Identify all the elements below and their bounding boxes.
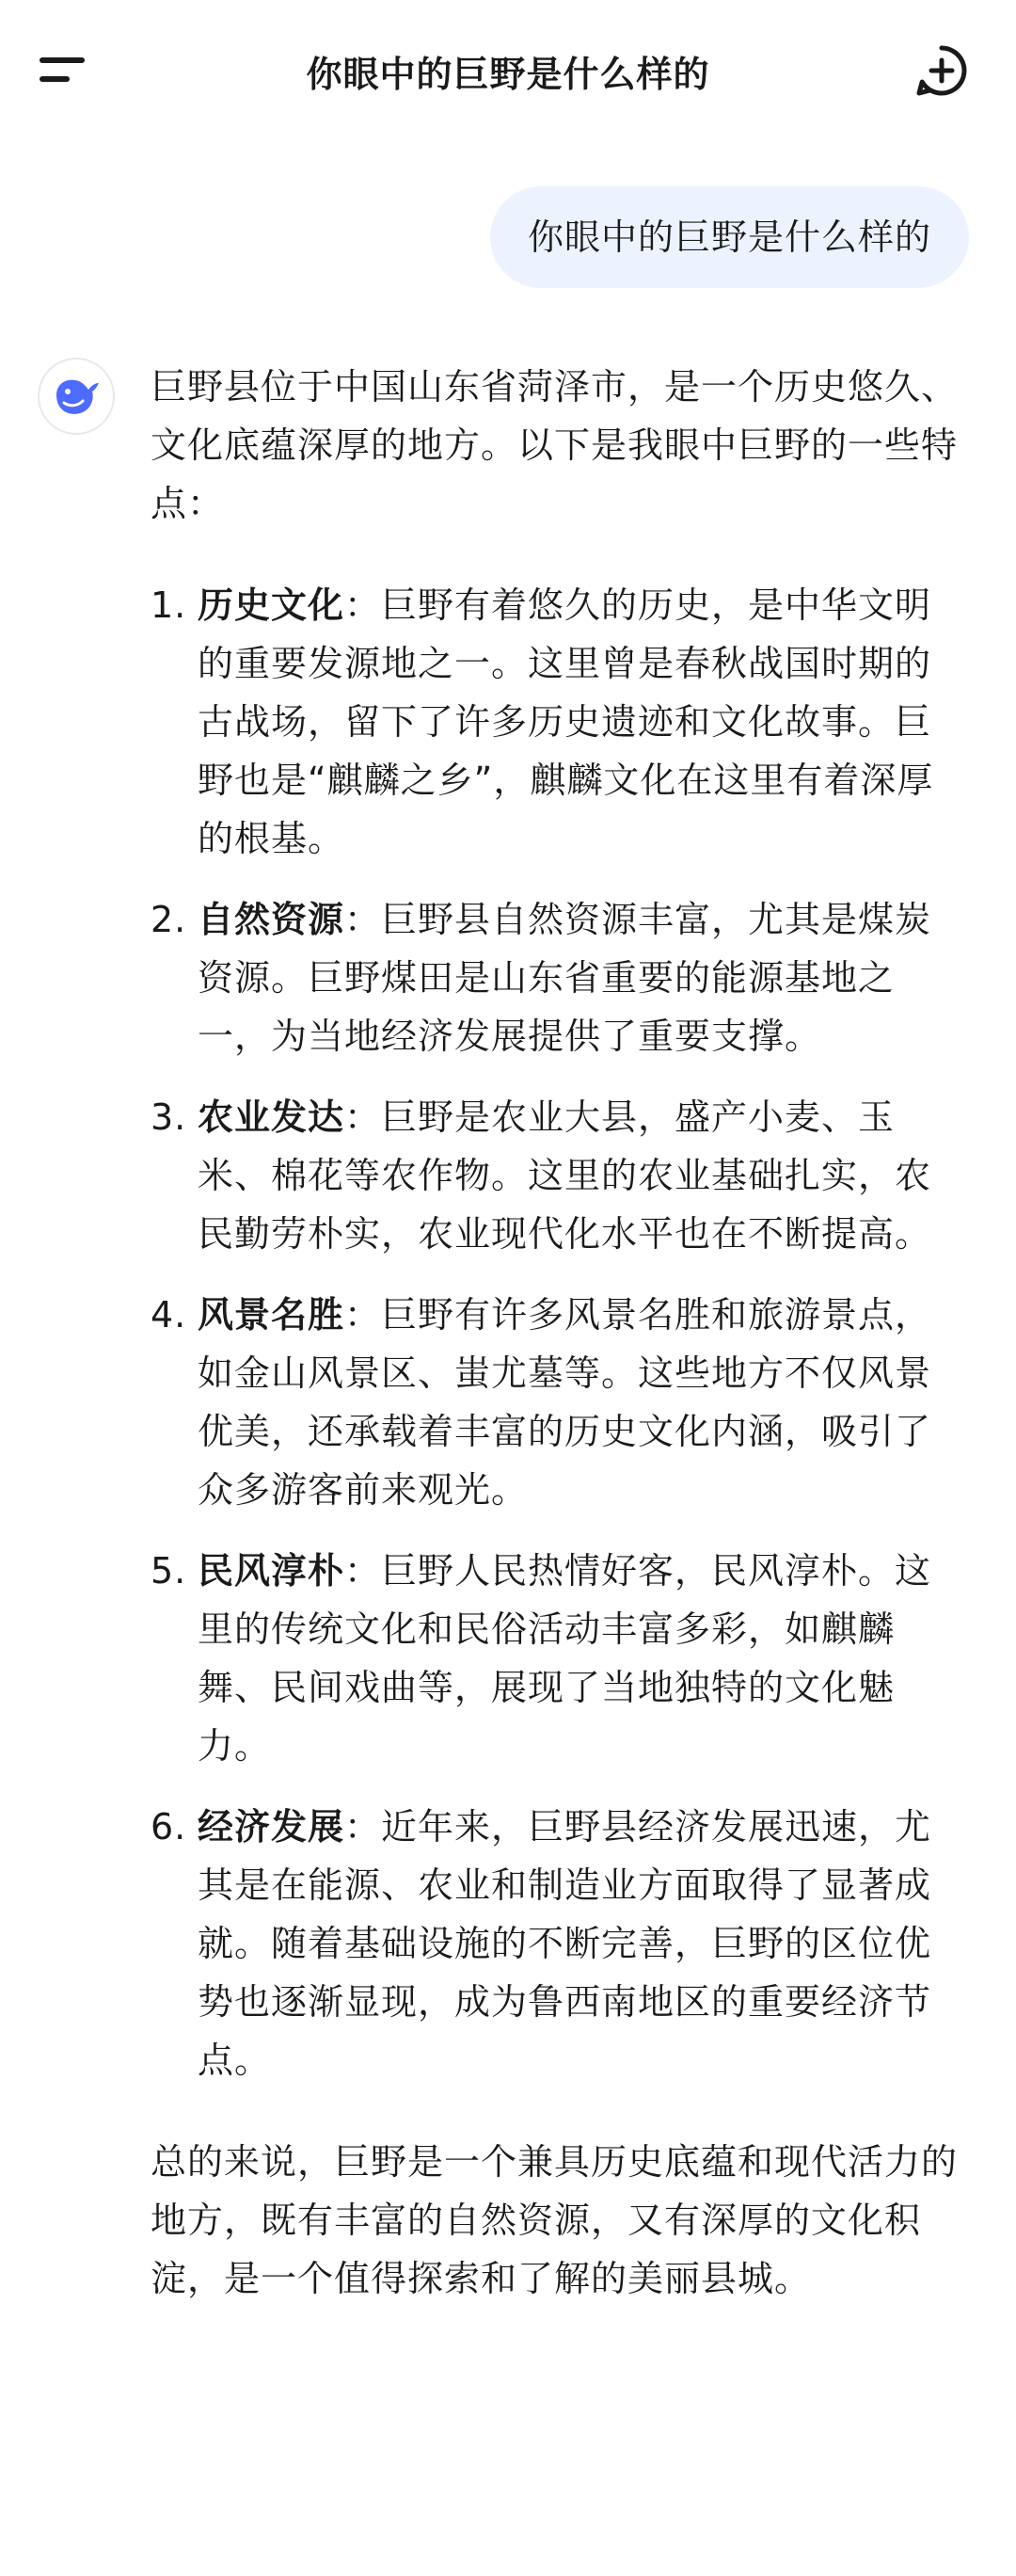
list-item-number: 5. (151, 1550, 187, 1592)
menu-icon[interactable] (34, 52, 90, 89)
list-item (151, 1088, 960, 1263)
list-item-text: ：近年来，巨野县经济发展迅速，尤其是在能源、农业和制造业方面取得了显著成就。随着基础设施的不断完善，巨野的区位优势也逐渐显现，成为鲁西南地区的重要经济节点。 (198, 1806, 932, 2081)
menu-icon-bar (40, 76, 70, 82)
answer-conclusion: 总的来说，巨野是一个兼具历史底蕴和现代活力的地方，既有丰富的自然资源，又有深厚的文化积淀，是一个值得探索和了解的美丽县城。 (151, 2141, 959, 2299)
list-item-text: ：巨野有许多风景名胜和旅游景点，如金山风景区、蚩尤墓等。这些地方不仅风景优美，还承载着丰富的历史文化内涵，吸引了众多游客前来观光。 (198, 1294, 932, 1511)
user-message-bubble[interactable]: 你眼中的巨野是什么样的 (490, 186, 969, 288)
new-chat-icon[interactable] (914, 43, 969, 98)
app-header (0, 0, 1016, 141)
list-item-number: 3. (151, 1096, 187, 1138)
list-item-text: ：巨野是农业大县，盛产小麦、玉米、棉花等农作物。这里的农业基础扎实，农民勤劳朴实，农业现代化水平也在不断提高。 (198, 1096, 932, 1255)
menu-icon-bar (40, 57, 85, 63)
list-item-title: 历史文化 (198, 584, 345, 626)
answer-intro: 巨野县位于中国山东省菏泽市，是一个历史悠久、文化底蕴深厚的地方。以下是我眼中巨野的一些特点： (151, 366, 959, 524)
feature-list (151, 576, 960, 2089)
list-item-title: 民风淳朴 (198, 1550, 345, 1592)
list-item (151, 1286, 960, 1519)
list-item-title: 经济发展 (198, 1806, 345, 1848)
assistant-message (151, 358, 960, 2308)
list-item (151, 1542, 960, 1775)
list-item (151, 576, 960, 868)
deepseek-whale-icon (38, 358, 115, 435)
list-item-title: 自然资源 (198, 899, 345, 940)
list-item-text: ：巨野有着悠久的历史，是中华文明的重要发源地之一。这里曾是春秋战国时期的古战场，留下了许多历史遗迹和文化故事。巨野也是“麒麟之乡”，麒麟文化在这里有着深厚的根基。 (198, 584, 934, 859)
list-item-title: 风景名胜 (198, 1294, 345, 1336)
list-item-text: ：巨野县自然资源丰富，尤其是煤炭资源。巨野煤田是山东省重要的能源基地之一，为当地经济发展提供了重要支撑。 (198, 899, 932, 1057)
list-item (151, 890, 960, 1065)
list-item-title: 农业发达 (198, 1096, 345, 1138)
list-item-text: ：巨野人民热情好客，民风淳朴。这里的传统文化和民俗活动丰富多彩，如麒麟舞、民间戏曲等，展现了当地独特的文化魅力。 (198, 1550, 932, 1767)
list-item-number: 1. (151, 584, 187, 626)
list-item-number: 4. (151, 1294, 187, 1336)
list-item-number: 2. (151, 899, 187, 940)
list-item (151, 1798, 960, 2089)
list-item-number: 6. (151, 1806, 187, 1848)
conversation-title: 你眼中的巨野是什么样的 (306, 54, 710, 95)
